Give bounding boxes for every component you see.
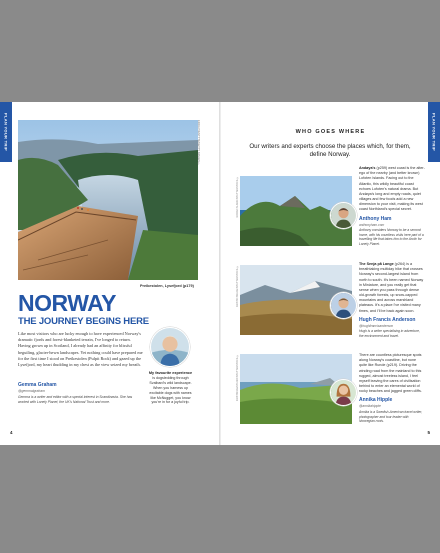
entry-2-author-handle: @hughfrancisanderson [359,323,394,328]
photo-credit-3: KRISTINRAESTUDIO/SHUTTERSTOCK © [236,354,239,402]
right-lead-text: Our writers and experts choose the places which, for them, define Norway. [249,143,411,159]
who-goes-where-heading: WHO GOES WHERE [295,129,366,135]
entry-3-text: There are countless picturesque spots along Norway's coastline, but none quite like Runde (p219). Driving the winding road from the mainland to this rugged, almost treeless island, I feel myself leaving the cares of civilisation behind to enter an elemental world of rocky beaches and jagged green cliffs. [359,353,422,394]
author-name: Gemma Graham [18,382,57,388]
photo-credit-2: KRISTIN BREDE/SHUTTERSTOCK © [236,265,239,308]
author-avatar-left [150,327,190,367]
author-bio: Gemma is a writer and editor with a special interest in Scandinavia. She has worked with Lonely Planet, the UK's National Trust and more. [18,395,133,404]
page-title: NORWAY [18,290,116,316]
entry-3-author-name: Annika Hipple [359,397,393,404]
entry-1-text: (p259) west coast is the alter-ego of the nearby (and better known) Lofoten Islands. Facing out to the Atlantic, this wildly beautiful coast echoes Lofoten's natural drama. But Andøya's long and empty roads, quiet villages and few foods add a new dimension to your visit, making its west coast Northland's special secret. [359,166,425,212]
page-number-left: 4 [10,430,13,435]
entry-3-author-handle: @annikahipple [359,404,381,409]
entry-1-author-name: Anthony Ham [359,215,392,222]
entry-1-author-bio: Anthony considers Norway to be a second home, with his countless visits here part of a travelling life that takes him to the Arctic for Lonely Planet. [359,228,424,246]
entry-1-place: Andøya's [359,166,376,170]
section-tab-right-label: PLAN YOUR TRIP [431,113,437,151]
entry-2-place: The Senja på Lange [359,262,394,266]
photo-credit-1: ROMAN SLAVIK/SHUTTERSTOCK © [236,176,239,218]
favourite-experience-box [148,371,193,405]
entry-3-author-bio: Annika is a Swedish-American travel writer, photographer and tour leader with Norwegian roots. [359,409,423,424]
entry-senja [359,262,425,339]
entry-1-author-handle: anthonyham.com [359,222,385,227]
hero-image-credit: ERIKA PIRAITYTE/GETTY IMAGES © [197,120,200,166]
entry-runde [359,353,425,424]
section-tab-left [0,102,12,162]
entry-2-author-name: Hugh Francis Anderson [359,316,416,323]
page-number-right: 5 [427,430,430,435]
page-gutter [219,102,221,445]
entry-andoya [359,166,425,247]
page-subtitle: THE JOURNEY BEGINS HERE [18,316,149,327]
author-handle: @gemmalgraham [18,389,45,393]
favourite-text: is dogsledding through Svalbard's wild landscape. When you harness up excitable dogs with names like McNugget, you know you're in for a joyful trip. [149,376,192,405]
entry-2-author-bio: Hugh is a writer specialising in adventure, the environment and travel. [359,329,420,338]
avatar-annika-hipple [330,379,357,406]
hero-caption: Preikestolen, Lysefjord (p179) [140,284,194,288]
section-tab-left-label: PLAN YOUR TRIP [3,113,9,151]
intro-text: Like most visitors who are lucky enough to have experienced Norway's dramatic fjords and forest-blanketed terrain, I've longed to return. Having grown up in Scotland, I already had an affinity for blissful beguiling, glacier-hewn landscapes. Yet nothing could have prepared me for the first time I stood on Preikestolen (Pulpit Rock) and gazed up the Lysefjord, my heart thudding in my chest as the view seized my breath. [18,331,143,368]
favourite-heading: My favourite experience [148,371,193,375]
avatar-anthony-ham [330,202,357,229]
avatar-hugh-anderson [330,292,357,319]
entry-2-text: (p264) is a breathtaking multiday hike that crosses Norway's second-largest island from north to south. It's been named Norway in Miniature, and you really get that sense when you pass through dense old-growth forests, up snow-capped mountains and across marshland plateaus. It's a place I've visited many times, and I'll be back again soon. [359,262,424,313]
author-block-left [18,382,143,404]
book-spread [0,102,440,445]
hero-photo-preikestolen [18,120,198,280]
